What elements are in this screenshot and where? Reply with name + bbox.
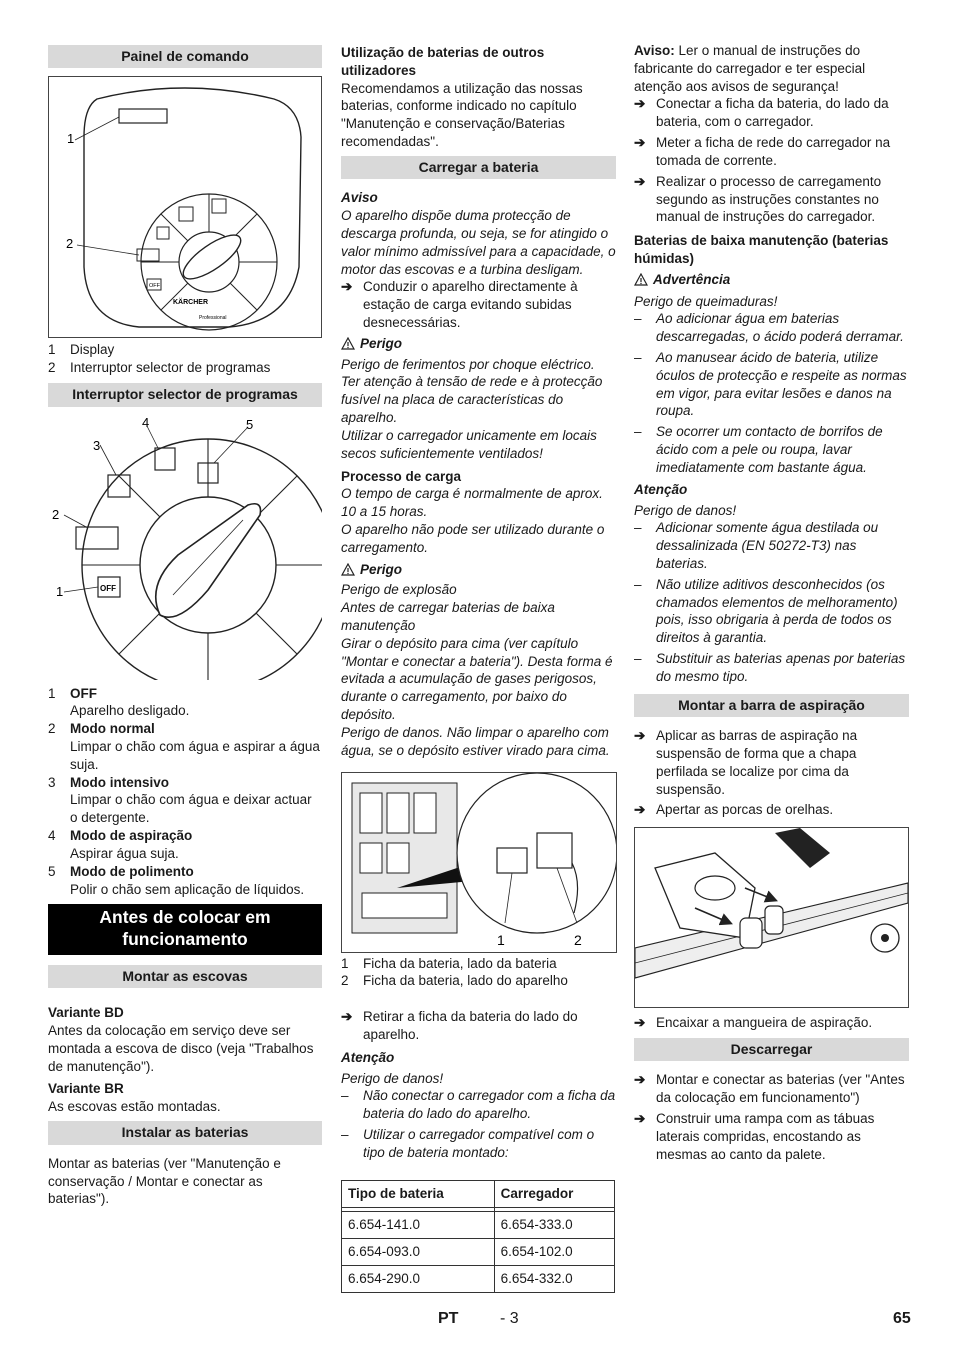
instruction-item: ➔ Conduzir o aparelho directamente à estação de carga evitando subidas desnecessárias. (341, 279, 578, 331)
warning-text: Perigo de queimaduras! (634, 293, 778, 309)
low-maintenance-title: Baterias de baixa manutenção (baterias húmidas) (634, 233, 889, 266)
danger-text: Perigo de ferimentos por choque eléctrico. Ter atenção à tensão de rede e à protecção fusível na placa de características do aparelho. (341, 356, 603, 426)
install-text: Montar as baterias (ver "Manutenção e conservação / Montar e conectar as baterias"). (48, 1155, 281, 1207)
warning-title: Advertência (634, 271, 909, 289)
warning-triangle-icon (634, 273, 648, 286)
battery-plug-drawing (342, 773, 616, 952)
callout-2: 2 (574, 931, 582, 948)
attention-item: – Adicionar somente água destilada ou dessalinizada (EN 50272-T3) nas baterias. (634, 520, 879, 571)
selector-knob (177, 228, 246, 287)
off-label-small: OFF (149, 283, 160, 290)
footer-section-number: - 3 (500, 1310, 519, 1327)
danger-title: Perigo (341, 561, 616, 579)
table-row: 6.654-093.0 6.654-102.0 (342, 1238, 615, 1265)
danger-text: Girar o depósito para cima (ver capítulo "Montar e conectar a bateria"). Desta forma é evitada a acumulação de gases perigosos, durante o carregamento, por baixo do depósito. (341, 635, 613, 723)
table-row: 6.654-141.0 6.654-333.0 (342, 1211, 615, 1238)
instruction-item: ➔ Montar e conectar as baterias (ver "Antes da colocação em funcionamento") (634, 1072, 905, 1106)
instruction-item: ➔ Meter a ficha de rede do carregador na tomada de corrente. (634, 135, 891, 168)
attention-item: – Não utilize aditivos desconhecidos (os chamados elementos de melhoramento) pois, isso obrigaria à perda de todos os direitos à garantia. (634, 576, 898, 646)
callout-1: 1 (497, 931, 505, 948)
callout-2: 2 (66, 236, 74, 252)
danger-text: Antes de carregar baterias de baixa manutenção (341, 600, 555, 634)
page-number: 65 (893, 1310, 911, 1327)
danger-text: Perigo de danos. Não limpar o aparelho com água, se o depósito estiver virado para cima. (341, 724, 610, 758)
warning-item: – Ao adicionar água em baterias descarregadas, o ácido poderá derramar. (634, 311, 904, 345)
instruction-item: ➔ Realizar o processo de carregamento segundo as instruções constantes no manual de instruções do carregador. (634, 173, 882, 225)
attention-title: Atenção (634, 481, 688, 497)
warning-triangle-icon (341, 563, 355, 576)
normal-mode-icon (76, 527, 118, 549)
callout-1: 1 (67, 131, 75, 147)
attention-text: Perigo de danos! (634, 502, 737, 518)
control-panel-drawing (49, 77, 321, 337)
section-header-unload: Descarregar (634, 1038, 909, 1061)
warning-item: – Ao manusear ácido de bateria, utilize óculos de protecção e respeite as normas em vigor, para evitar lesões e danos na roupa. (634, 350, 907, 419)
variant-br-text: As escovas estão montadas. (48, 1098, 221, 1114)
figure-control-panel (48, 76, 322, 338)
intensive-mode-icon (108, 475, 130, 497)
charge-process-text: O aparelho não pode ser utilizado durante o carregamento. (341, 521, 605, 555)
suction-mode-icon (155, 448, 175, 470)
charge-process-title: Processo de carga (341, 468, 462, 484)
model-label: Professional (199, 315, 227, 322)
other-batteries-title: Utilização de baterias de outros utilizadores (341, 45, 545, 78)
battery-charger-table (341, 1180, 615, 1293)
instruction-item: ➔ Aplicar as barras de aspiração na suspensão de forma que a chapa perfilada se localize por cima da suspensão. (634, 728, 858, 797)
figure-selector (48, 415, 322, 680)
instruction-item: ➔ Conectar a ficha da bateria, do lado da bateria, com o carregador. (634, 96, 889, 130)
footer-language: PT (438, 1310, 459, 1327)
callout-2: 2 (52, 506, 60, 522)
chapter-header: Antes de colocar em funcionamento (48, 904, 322, 955)
figure-battery-plug (341, 772, 617, 953)
other-batteries-text: Recomendamos a utilização das nossas baterias, conforme indicado no capítulo "Manutenção e conservação/Baterias recomendadas". (341, 80, 583, 150)
legend-item: 1 Ficha da bateria, lado da bateria (341, 955, 557, 971)
section-header-install: Instalar as baterias (48, 1121, 322, 1144)
instruction-item: ➔ Retirar a ficha da bateria do lado do aparelho. (341, 1009, 578, 1042)
charge-process-text: O tempo de carga é normalmente de aprox. 10 a 15 horas. (341, 486, 603, 520)
legend-item: 1 Display (48, 342, 115, 358)
danger-title: Perigo (341, 335, 616, 353)
suction-bar-drawing (635, 828, 908, 1007)
section-header-selector: Interruptor selector de programas (48, 383, 322, 406)
danger-text: Perigo de explosão (341, 582, 457, 598)
callout-1: 1 (56, 583, 64, 599)
selector-drawing (48, 415, 322, 680)
attention-item: – Não conectar o carregador com a ficha da bateria do lado do aparelho. (341, 1088, 616, 1122)
section-header-brushes: Montar as escovas (48, 965, 322, 988)
mode-list: 1 OFF Aparelho desligado. 2 Modo normal Limpar o chão com água e aspirar a água suja. 3 Modo intensivo Limpar o chão com água e deixar actuar o detergente. 4 Modo de aspiração Aspirar água suja. 5 Modo de polimento Polir o chão sem aplicação de líquidos. (48, 685, 320, 897)
section-header-charge: Carregar a bateria (341, 156, 616, 179)
callout-3: 3 (93, 437, 101, 453)
danger-text: Utilizar o carregador unicamente em locais secos suficientemente ventilados! (341, 427, 597, 461)
variant-bd-text: Antes da colocação em serviço deve ser montada a escova de disco (veja "Trabalhos de manutenção"). (48, 1023, 314, 1074)
instruction-item: ➔ Construir uma rampa com as tábuas laterais compridas, encostando as mesmas ao canto da palete. (634, 1111, 875, 1162)
charger-notice: Aviso: Ler o manual de instruções do fabricante do carregador e ter especial atenção aos avisos de segurança! (634, 43, 866, 94)
legend-item: 2 Ficha da bateria, lado do aparelho (341, 973, 568, 989)
figure-suction-bar (634, 827, 909, 1008)
column-2 (341, 40, 616, 1293)
legend-item: 2 Interruptor selector de programas (48, 360, 271, 376)
attention-item: – Substituir as baterias apenas por baterias do mesmo tipo. (634, 651, 906, 684)
off-icon-label: OFF (100, 583, 116, 593)
attention-title: Atenção (341, 1049, 395, 1065)
instruction-item: ➔ Apertar as porcas de orelhas. (634, 802, 834, 818)
warning-triangle-icon (341, 337, 355, 350)
attention-text: Perigo de danos! (341, 1070, 444, 1086)
callout-4: 4 (142, 414, 150, 430)
variant-bd-title: Variante BD (48, 1005, 124, 1021)
notice-title: Aviso (341, 190, 378, 206)
column-1 (48, 40, 322, 1208)
column-3 (634, 40, 909, 1164)
table-row: 6.654-290.0 6.654-332.0 (342, 1265, 615, 1292)
table-header-row: Tipo de bateria Carregador (342, 1180, 615, 1207)
variant-br-title: Variante BR (48, 1080, 124, 1096)
notice-text: O aparelho dispõe duma protecção de descarga profunda, ou seja, se for atingido o valor mínimo admissível para a capacidade, o motor das escovas e a turbina desligam. (341, 208, 616, 277)
section-header-control-panel: Painel de comando (48, 45, 322, 68)
attention-item: – Utilizar o carregador compatível com o tipo de bateria montado: (341, 1127, 595, 1160)
instruction-item: ➔ Encaixar a mangueira de aspiração. (634, 1015, 873, 1031)
callout-5: 5 (246, 416, 254, 432)
warning-item: – Se ocorrer um contacto de borrifos de ácido com a pele ou roupa, lavar imediatamente com bastante água. (634, 424, 883, 475)
brand-logo-text: KÄRCHER (173, 299, 208, 307)
display-shape (119, 109, 167, 123)
section-header-suction-bar: Montar a barra de aspiração (634, 694, 909, 717)
